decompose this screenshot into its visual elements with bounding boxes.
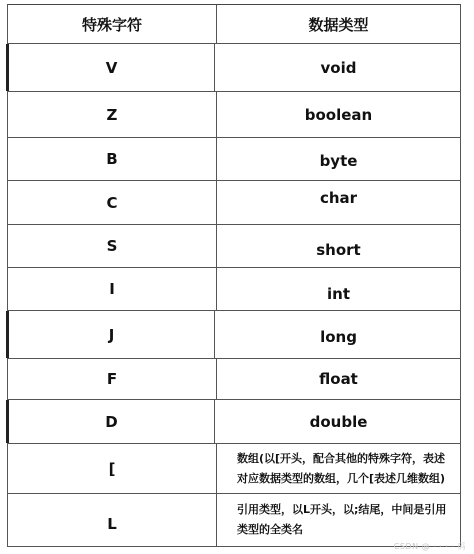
- table-row: [8, 494, 460, 547]
- row-key: F: [8, 359, 217, 399]
- row-key: I: [8, 268, 217, 310]
- row-key: V: [6, 44, 215, 91]
- table-row: [8, 92, 460, 138]
- row-type: boolean: [304, 105, 373, 124]
- header-data-type: 数据类型: [308, 15, 369, 34]
- table-row: [8, 138, 460, 181]
- row-type: byte: [319, 152, 358, 170]
- row-key: D: [6, 400, 215, 443]
- table-header-row: [8, 5, 460, 44]
- table-row: [8, 44, 460, 92]
- table-row: [8, 181, 460, 225]
- watermark: CSDN @ · · · · 码: [393, 542, 466, 551]
- row-type: short: [316, 241, 361, 259]
- row-key: Z: [8, 92, 217, 137]
- row-type: 数组(以[开头，配合其他的特殊字符，表述对应数据类型的数组，几个[表述几维数组): [237, 451, 446, 485]
- row-key: [: [8, 444, 217, 493]
- header-special-char: 特殊字符: [8, 5, 217, 43]
- table-row: [8, 444, 460, 494]
- table-row: [8, 225, 460, 268]
- row-type: int: [327, 285, 350, 303]
- row-type: double: [309, 412, 368, 431]
- row-key: J: [6, 311, 215, 358]
- table-row: [8, 268, 460, 311]
- table-row: [8, 400, 460, 444]
- type-signature-table: [7, 4, 461, 547]
- row-type: 引用类型，以L开头，以;结尾，中间是引用类型的全类名: [237, 503, 447, 536]
- row-key: C: [8, 181, 217, 224]
- row-key: L: [8, 494, 217, 546]
- row-type: long: [320, 327, 357, 346]
- table-row: [8, 359, 460, 400]
- row-type: void: [320, 58, 357, 77]
- row-key: S: [8, 225, 217, 267]
- row-type: float: [319, 370, 358, 388]
- row-type: char: [319, 188, 358, 207]
- row-key: B: [8, 138, 217, 180]
- table-row: [8, 311, 460, 359]
